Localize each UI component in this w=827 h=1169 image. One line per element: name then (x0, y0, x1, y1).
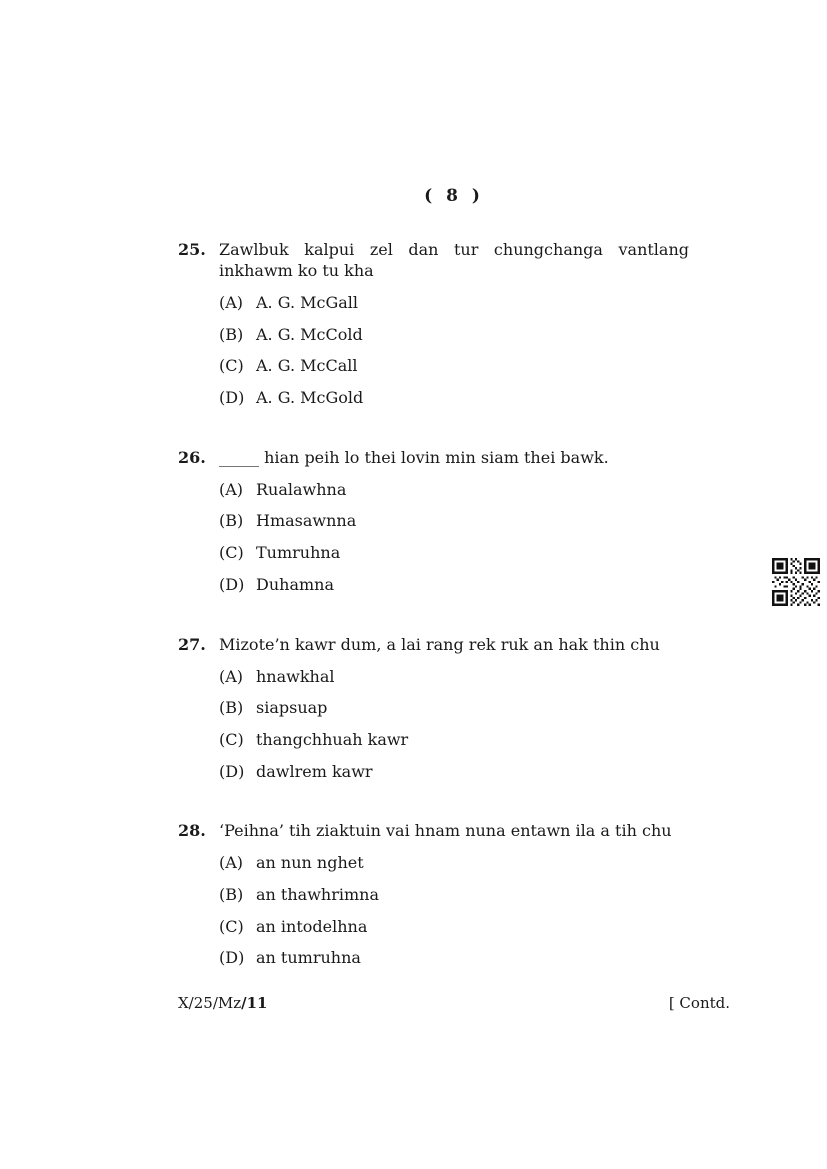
option-label: (C) (219, 729, 244, 749)
question-number: 25. (178, 240, 206, 259)
question-27 (178, 634, 690, 793)
question-text-line: _____ hian peih lo thei lovin min siam thei bawk. (219, 447, 609, 467)
option-row (219, 761, 689, 782)
option-label: (B) (219, 324, 244, 344)
question-25 (178, 239, 690, 419)
option-text: an tumruhna (256, 948, 361, 968)
option-text: Rualawhna (256, 479, 347, 499)
options-list (219, 666, 689, 782)
option-label: (D) (219, 574, 245, 594)
option-text: an intodelhna (256, 916, 368, 936)
question-text (219, 634, 689, 655)
option-row (219, 947, 689, 968)
options-list (219, 292, 689, 408)
option-text: Tumruhna (256, 543, 341, 563)
page-footer (178, 993, 730, 1013)
option-row (219, 355, 689, 376)
option-label: (A) (219, 479, 244, 499)
option-row (219, 729, 689, 750)
option-label: (B) (219, 511, 244, 531)
question-number: 26. (178, 447, 206, 467)
option-text: A. G. McCall (256, 356, 358, 376)
question-number: 28. (178, 821, 206, 841)
options-list (219, 852, 689, 968)
option-text: an nun nghet (256, 853, 364, 873)
option-row (219, 292, 689, 313)
option-label: (D) (219, 388, 245, 408)
question-26 (178, 447, 690, 606)
paper-code-bold: /11 (241, 994, 268, 1012)
option-text: siapsuap (256, 698, 328, 718)
question-text-line: ‘Peihna’ tih ziaktuin vai hnam nuna entawn ila a tih chu (219, 821, 672, 841)
option-row (219, 666, 689, 687)
paper-code-regular: X/25/Mz (178, 994, 242, 1012)
paper-code (178, 993, 268, 1013)
option-text: A. G. McGall (256, 293, 359, 312)
contd-label: [ Contd. (668, 994, 730, 1012)
option-label: (B) (219, 698, 244, 718)
option-row (219, 324, 689, 345)
option-label: (C) (219, 916, 244, 936)
option-row (219, 479, 689, 500)
questions-area (178, 239, 690, 1007)
question-body (219, 634, 689, 793)
option-row (219, 884, 689, 905)
option-text: hnawkhal (256, 666, 335, 686)
option-text: A. G. McCold (256, 324, 363, 344)
option-row (219, 916, 689, 937)
option-text: thangchhuah kawr (256, 729, 409, 749)
option-label: (D) (219, 761, 245, 781)
option-row (219, 510, 689, 531)
page-number: ( 8 ) (424, 186, 484, 206)
option-label: (C) (219, 543, 244, 563)
option-text: Duhamna (256, 574, 334, 594)
question-28 (178, 820, 690, 979)
question-text-line: inkhawm ko tu kha (219, 261, 374, 280)
question-text (219, 447, 689, 468)
option-text: Hmasawnna (256, 511, 357, 531)
option-label: (A) (219, 293, 244, 312)
question-text-line: Mizote’n kawr dum, a lai rang rek ruk an hak thin chu (219, 634, 660, 654)
option-row (219, 387, 689, 408)
question-text (219, 820, 689, 841)
option-text: A. G. McGold (256, 388, 364, 408)
option-label: (D) (219, 948, 245, 968)
options-list (219, 479, 689, 595)
option-label: (A) (219, 666, 244, 686)
qr-code-icon (772, 558, 820, 606)
option-text: dawlrem kawr (256, 761, 373, 781)
option-label: (C) (219, 356, 244, 376)
question-text-line: Zawlbuk kalpui zel dan tur chungchanga vantlang (219, 240, 689, 259)
option-row (219, 697, 689, 718)
option-label: (B) (219, 884, 244, 904)
question-body (219, 447, 689, 606)
option-label: (A) (219, 853, 244, 873)
option-row (219, 852, 689, 873)
question-body (219, 820, 689, 979)
question-body (219, 239, 689, 419)
option-row (219, 574, 689, 595)
option-text: an thawhrimna (256, 884, 379, 904)
option-row (219, 542, 689, 563)
question-number: 27. (178, 634, 206, 654)
question-text (219, 239, 689, 281)
